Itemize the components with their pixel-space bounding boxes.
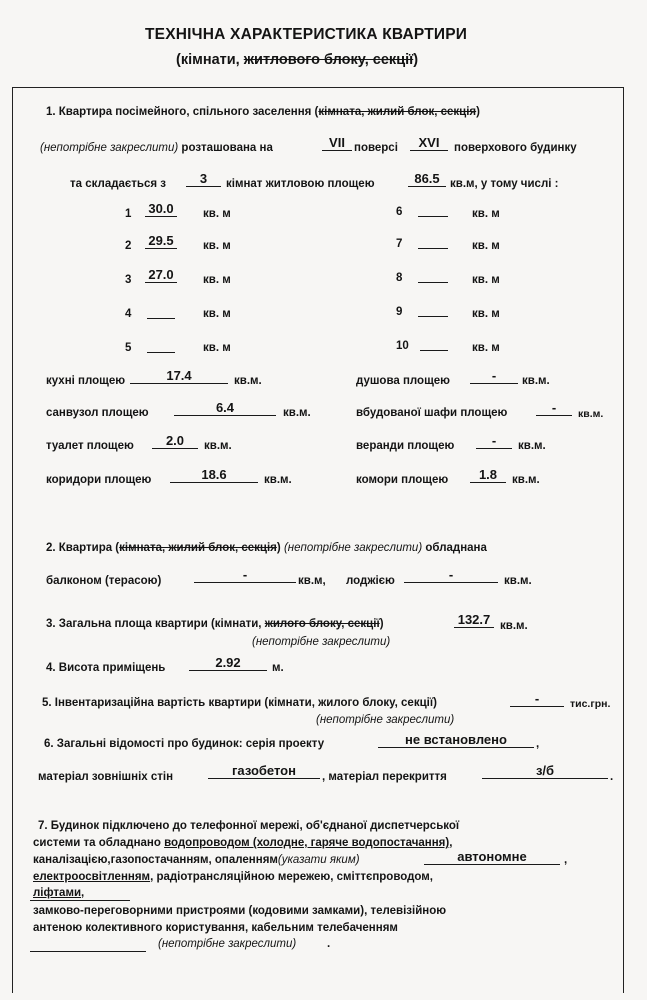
s6-dot: . [610, 771, 614, 783]
s3-label-struck: жилого блоку, секції [264, 618, 380, 630]
s1-floor-value: VII [322, 136, 352, 151]
room-8-unit: кв. м [472, 274, 500, 286]
height-value: 2.92 [189, 656, 267, 671]
s2-intro-text: 2. Квартира ( [46, 542, 120, 554]
height-unit: м. [272, 662, 284, 674]
toilet-label: туалет площею [46, 440, 134, 452]
bathroom-value: 6.4 [174, 401, 276, 416]
height-label: 4. Висота приміщень [46, 662, 166, 674]
s2-note: (непотрібне закреслити) [283, 542, 423, 554]
loggia-value: - [404, 568, 498, 583]
s1-living-unit: кв.м, у тому числі : [450, 178, 559, 190]
room-9-unit: кв. м [472, 308, 500, 320]
s7-line2-text: системи та обладнано [33, 837, 165, 849]
s3-label-end: ) [379, 618, 384, 630]
bathroom-label: санвузол площею [46, 407, 149, 419]
s7-elevators: ліфтами [33, 887, 82, 899]
s3-label-text: 3. Загальна площа квартири (кімнати, [46, 618, 265, 630]
storage-label: комори площею [356, 474, 449, 486]
total-area-value: 132.7 [454, 613, 494, 628]
balcony-value: - [194, 568, 296, 583]
room-1-unit: кв. м [203, 208, 231, 220]
loggia-unit: кв.м. [504, 575, 532, 587]
page-title: ТЕХНІЧНА ХАРАКТЕРИСТИКА КВАРТИРИ [145, 26, 468, 43]
room-4-value [147, 304, 175, 319]
room-5-unit: кв. м [203, 342, 231, 354]
s7-line6: замково-переговорними пристроями (кодовими замками), телевізійною [33, 905, 447, 917]
room-2-value: 29.5 [145, 234, 177, 249]
s7-line3 [33, 854, 360, 866]
subtitle-struck: житлового блоку, секції [243, 52, 414, 68]
heating-value: автономне [424, 850, 560, 865]
room-3-value: 27.0 [145, 268, 177, 283]
s1-floor-label: поверсі [354, 142, 398, 154]
s1-location-line [40, 142, 273, 154]
balcony-label: балконом (терасою) [46, 575, 162, 587]
s5-label: 5. Інвентаризаційна вартість квартири (кімнати, жилого блоку, секції) [42, 697, 437, 709]
s7-note: (непотрібне закреслити) [158, 938, 297, 950]
s2-intro [46, 542, 487, 554]
kitchen-label: кухні площею [46, 375, 126, 387]
inventory-unit: тис.грн. [570, 698, 611, 710]
walls-value: газобетон [208, 764, 320, 779]
s1-intro [46, 106, 480, 118]
corridor-label: коридори площею [46, 474, 152, 486]
s7-electric-lighting: електроосвітленням [33, 871, 151, 883]
kitchen-value: 17.4 [130, 369, 228, 384]
room-10-unit: кв. м [472, 342, 500, 354]
s7-underline [30, 900, 130, 901]
s7-line3-end: , [564, 854, 568, 866]
room-4-number: 4 [125, 308, 132, 320]
closet-unit: кв.м. [578, 408, 604, 420]
s1-intro-struck: кімната, жилий блок, секція [318, 106, 477, 118]
kitchen-unit: кв.м. [234, 375, 262, 387]
s2-intro-struck: кімната, жилий блок, секція [119, 542, 277, 554]
s2-intro-end: ) [276, 542, 281, 554]
s1-located-label: розташована на [181, 142, 273, 154]
s6-label: 6. Загальні відомості про будинок: серія проекту [44, 738, 325, 750]
s7-water-supply: водопроводом (холодне, гаряче водопостачання) [164, 837, 450, 849]
room-8-value [418, 268, 448, 283]
bathroom-unit: кв.м. [283, 407, 311, 419]
total-area-unit: кв.м. [500, 620, 528, 632]
s3-label [46, 618, 384, 630]
room-7-value [418, 234, 448, 249]
shower-value: - [470, 369, 518, 384]
veranda-unit: кв.м. [518, 440, 546, 452]
s1-intro-end: ) [476, 106, 480, 118]
s7-blank-line [30, 951, 146, 952]
s7-line2 [33, 837, 452, 849]
storage-unit: кв.м. [512, 474, 540, 486]
room-9-value [418, 302, 448, 317]
s7-line4 [33, 871, 433, 883]
s7-line1: 7. Будинок підключено до телефонної мережі, об'єднаної диспетчерської [38, 820, 460, 832]
floor-material-value: з/б [482, 764, 608, 779]
room-3-unit: кв. м [203, 274, 231, 286]
s7-line5 [33, 887, 84, 899]
subtitle-pre: (кімнати, [176, 52, 244, 68]
room-8-number: 8 [396, 272, 403, 284]
room-6-number: 6 [396, 206, 403, 218]
s6-comma: , [536, 738, 540, 750]
s7-line2-end: , [449, 837, 453, 849]
walls-label: матеріал зовнішніх стін [38, 771, 174, 783]
s1-consists-label: та складається з [70, 178, 166, 190]
closet-value: - [536, 401, 572, 416]
room-2-number: 2 [125, 240, 132, 252]
closet-label: вбудованої шафи площею [356, 407, 508, 419]
veranda-label: веранди площею [356, 440, 455, 452]
room-9-number: 9 [396, 306, 403, 318]
s1-building-label: поверхового будинку [454, 142, 577, 154]
shower-label: душова площею [356, 375, 450, 387]
floors-material-label: , матеріал перекриття [322, 771, 447, 783]
inventory-value: - [510, 692, 564, 707]
storage-value: 1.8 [470, 468, 506, 483]
room-7-number: 7 [396, 238, 403, 250]
subtitle-post: ) [413, 52, 419, 68]
room-6-value [418, 202, 448, 217]
room-5-value [147, 338, 175, 353]
room-4-unit: кв. м [203, 308, 231, 320]
project-series-value: не встановлено [378, 733, 534, 748]
room-1-number: 1 [125, 208, 132, 220]
s3-note: (непотрібне закреслити) [252, 636, 391, 648]
s5-note: (непотрібне закреслити) [316, 714, 455, 726]
corridor-unit: кв.м. [264, 474, 292, 486]
s7-line5-text: , [81, 887, 85, 899]
room-10-value [420, 336, 448, 351]
room-7-unit: кв. м [472, 240, 500, 252]
room-6-unit: кв. м [472, 208, 500, 220]
room-2-unit: кв. м [203, 240, 231, 252]
s1-intro-text: 1. Квартира посімейного, спільного заселення ( [46, 106, 319, 118]
s1-note: (непотрібне закреслити) [40, 142, 179, 154]
room-10-number: 10 [396, 340, 409, 352]
room-5-number: 5 [125, 342, 132, 354]
s7-line3-text: каналізацією,газопостачанням, опаленням [33, 854, 278, 866]
toilet-value: 2.0 [152, 434, 198, 449]
s2-equipped: обладнана [425, 542, 487, 554]
shower-unit: кв.м. [522, 375, 550, 387]
s7-end: . [327, 938, 331, 950]
s7-line3-note: (указати яким) [277, 854, 360, 866]
page-subtitle [176, 52, 418, 68]
veranda-value: - [476, 434, 512, 449]
room-1-value: 30.0 [145, 202, 177, 217]
s1-floors-total-value: XVI [410, 136, 448, 151]
toilet-unit: кв.м. [204, 440, 232, 452]
s7-line4-text: , радіотрансляційною мережею, сміттєпроводом, [150, 871, 433, 883]
balcony-unit: кв.м, [298, 575, 326, 587]
s1-rooms-label: кімнат житловою площею [226, 178, 375, 190]
s1-living-area-value: 86.5 [408, 172, 446, 187]
s7-line7: антеною колективного користування, кабельним телебаченням [33, 922, 398, 934]
loggia-label: лоджією [346, 575, 395, 587]
room-3-number: 3 [125, 274, 132, 286]
corridor-value: 18.6 [170, 468, 258, 483]
s1-rooms-value: 3 [186, 172, 221, 187]
